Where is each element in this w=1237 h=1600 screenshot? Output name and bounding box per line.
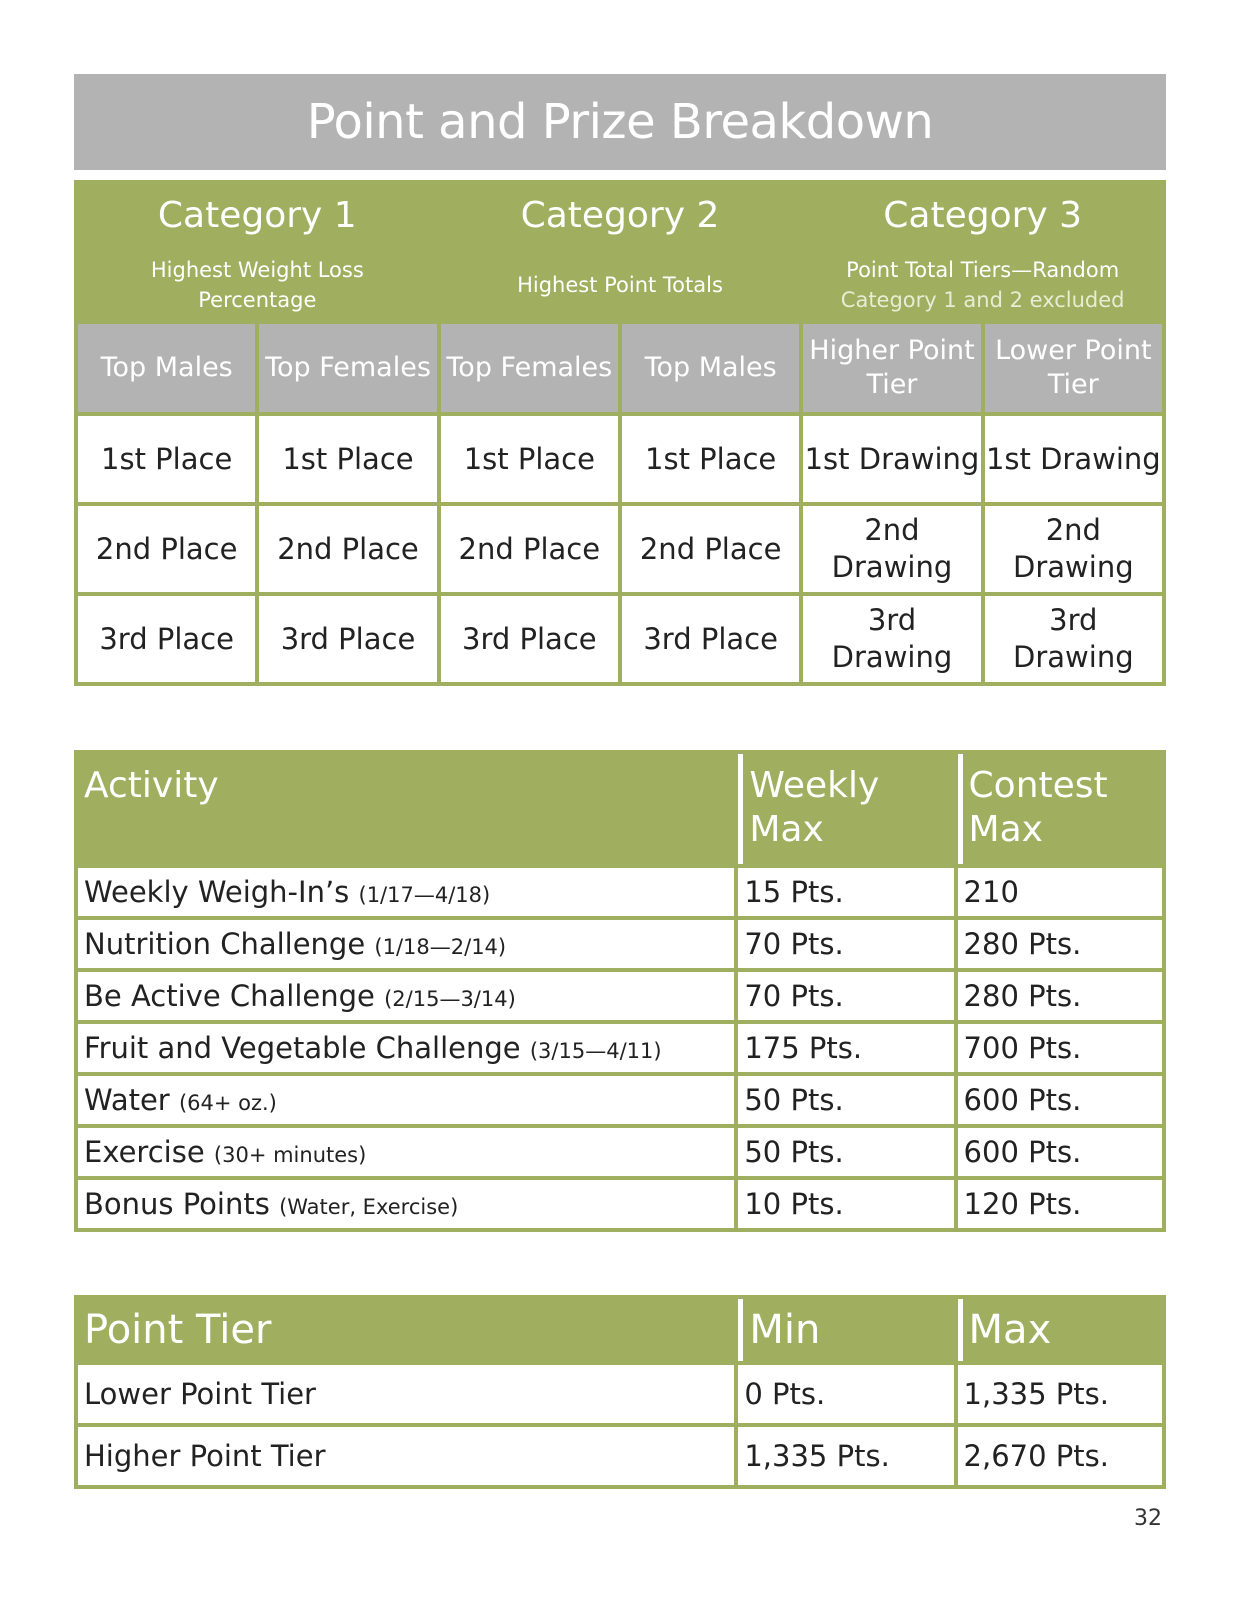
table-cell: 3rd Place (259, 596, 436, 682)
contest-max-header-line2: Max (968, 809, 1043, 850)
table-row (78, 1427, 1162, 1485)
weekly-max-cell: 175 Pts. (738, 1024, 953, 1072)
activity-name: Bonus Points (84, 1187, 270, 1221)
prize-table (74, 180, 1166, 686)
category-3-subtitle (803, 250, 1162, 320)
point-tier-header: Point Tier (84, 1307, 272, 1353)
activity-name-cell (78, 868, 734, 916)
table-row (78, 1365, 1162, 1423)
contest-max-header-line1: Contest (968, 765, 1108, 806)
table-row (78, 868, 1162, 916)
contest-max-cell: 210 (958, 868, 1162, 916)
max-header: Max (958, 1299, 1162, 1361)
table-row (78, 972, 1162, 1020)
activity-header: Activity (84, 765, 219, 806)
activity-name-cell (78, 1076, 734, 1124)
activity-name: Weekly Weigh-In’s (84, 875, 350, 909)
activity-note: (30+ minutes) (213, 1143, 367, 1167)
page-number: 32 (1134, 1506, 1162, 1531)
activity-note: (2/15—3/14) (384, 987, 516, 1011)
weekly-max-cell: 70 Pts. (738, 972, 953, 1020)
table-cell: 1st Drawing (803, 416, 980, 502)
category-1-subtitle-line1: Highest Weight Loss (150, 258, 364, 282)
category-2-subtitle: Highest Point Totals (517, 273, 723, 297)
weekly-max-header-line2: Max (749, 809, 824, 850)
column-header: Top Females (259, 324, 436, 412)
activity-name-cell (78, 920, 734, 968)
weekly-max-cell: 15 Pts. (738, 868, 953, 916)
table-cell: 2nd Drawing (803, 506, 980, 592)
table-row (78, 1024, 1162, 1072)
column-header: Top Females (441, 324, 618, 412)
contest-max-cell: 280 Pts. (958, 972, 1162, 1020)
tier-max-cell: 1,335 Pts. (958, 1365, 1162, 1423)
weekly-max-cell: 50 Pts. (738, 1076, 953, 1124)
tier-min-cell: 1,335 Pts. (738, 1427, 953, 1485)
weekly-max-cell: 50 Pts. (738, 1128, 953, 1176)
column-header: Lower Point Tier (985, 324, 1162, 412)
category-3-heading: Category 3 (883, 194, 1083, 236)
table-row (78, 416, 1162, 502)
table-row (78, 1076, 1162, 1124)
weekly-max-cell: 70 Pts. (738, 920, 953, 968)
contest-max-cell: 600 Pts. (958, 1076, 1162, 1124)
category-1-heading: Category 1 (157, 194, 357, 236)
table-cell: 2nd Place (622, 506, 799, 592)
table-cell: 1st Drawing (985, 416, 1162, 502)
page-title: Point and Prize Breakdown (74, 74, 1166, 170)
column-header: Top Males (622, 324, 799, 412)
table-cell: 1st Place (622, 416, 799, 502)
table-cell: 1st Place (259, 416, 436, 502)
contest-max-cell: 700 Pts. (958, 1024, 1162, 1072)
contest-max-cell: 280 Pts. (958, 920, 1162, 968)
activity-note: (64+ oz.) (178, 1091, 277, 1115)
activity-name: Water (84, 1083, 170, 1117)
table-cell: 3rd Drawing (803, 596, 980, 682)
table-cell: 2nd Place (441, 506, 618, 592)
table-cell: 1st Place (441, 416, 618, 502)
table-cell: 2nd Place (78, 506, 255, 592)
activity-note: (Water, Exercise) (279, 1195, 459, 1219)
weekly-max-header (738, 754, 953, 864)
activity-name: Be Active Challenge (84, 979, 375, 1013)
activity-note: (1/17—4/18) (358, 883, 491, 907)
category-3-subtitle-line1: Point Total Tiers—Random (846, 258, 1120, 282)
activity-name: Exercise (84, 1135, 205, 1169)
table-row (78, 920, 1162, 968)
tier-min-cell: 0 Pts. (738, 1365, 953, 1423)
activity-name-cell (78, 1024, 734, 1072)
contest-max-cell: 120 Pts. (958, 1180, 1162, 1228)
table-cell: 3rd Drawing (985, 596, 1162, 682)
table-cell: 2nd Place (259, 506, 436, 592)
activity-table (74, 750, 1166, 1232)
category-3-subtitle-line2: Category 1 and 2 excluded (840, 288, 1125, 312)
contest-max-cell: 600 Pts. (958, 1128, 1162, 1176)
table-cell: 1st Place (78, 416, 255, 502)
category-1-subtitle (78, 250, 437, 320)
table-row (78, 1180, 1162, 1228)
category-2-heading: Category 2 (520, 194, 720, 236)
tier-name-cell: Higher Point Tier (78, 1427, 734, 1485)
table-row (78, 1128, 1162, 1176)
table-row (78, 596, 1162, 682)
tier-name-cell: Lower Point Tier (78, 1365, 734, 1423)
contest-max-header (958, 754, 1162, 864)
point-tier-table (74, 1295, 1166, 1489)
column-header: Higher Point Tier (803, 324, 980, 412)
activity-note: (3/15—4/11) (529, 1039, 662, 1063)
tier-max-cell: 2,670 Pts. (958, 1427, 1162, 1485)
activity-note: (1/18—2/14) (374, 935, 507, 959)
weekly-max-header-line1: Weekly (749, 765, 880, 806)
min-header: Min (738, 1299, 953, 1361)
activity-name: Fruit and Vegetable Challenge (84, 1031, 521, 1065)
weekly-max-cell: 10 Pts. (738, 1180, 953, 1228)
table-cell: 3rd Place (441, 596, 618, 682)
activity-name-cell (78, 972, 734, 1020)
activity-name-cell (78, 1128, 734, 1176)
category-1-subtitle-line2: Percentage (198, 288, 317, 312)
table-cell: 3rd Place (622, 596, 799, 682)
column-header: Top Males (78, 324, 255, 412)
table-cell: 2nd Drawing (985, 506, 1162, 592)
activity-name-cell (78, 1180, 734, 1228)
table-row (78, 506, 1162, 592)
activity-name: Nutrition Challenge (84, 927, 366, 961)
table-cell: 3rd Place (78, 596, 255, 682)
